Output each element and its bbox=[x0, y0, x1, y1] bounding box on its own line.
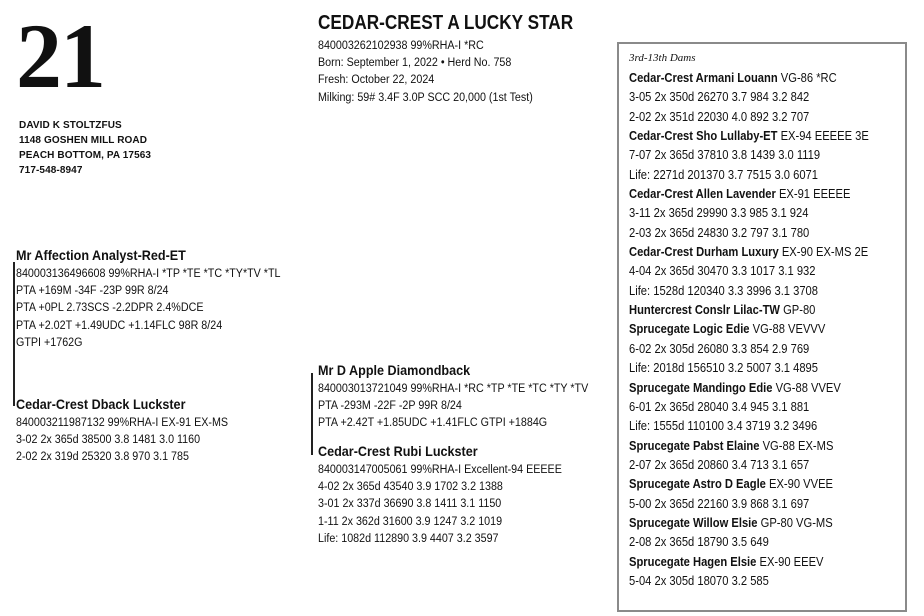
dams-list bbox=[629, 68, 908, 590]
pedigree-line-mgs-granddam bbox=[311, 373, 313, 455]
dam-entry-name bbox=[629, 378, 869, 397]
dam-entry-score: VG-88 EX-MS bbox=[759, 437, 834, 453]
dam-entry-score: VG-86 *RC bbox=[777, 70, 837, 85]
dam-entry-title: Sprucegate Hagen Elsie bbox=[629, 553, 757, 569]
dam-line: 2-02 2x 319d 25320 3.8 970 3.1 785 bbox=[16, 449, 189, 464]
dam-entry-record: Life: 1555d 110100 3.4 3719 3.2 3496 bbox=[629, 418, 818, 434]
dam-entry-name bbox=[629, 552, 869, 571]
animal-milking: Milking: 59# 3.4F 3.0P SCC 20,000 (1st Test) bbox=[318, 89, 533, 104]
sire-line: 840003136496608 99%RHA-I *TP *TE *TC *TY*TV *TL bbox=[16, 266, 281, 280]
owner-address-line-1: 1148 GOSHEN MILL ROAD bbox=[19, 135, 148, 146]
granddam-name: Cedar-Crest Rubi Luckster bbox=[318, 443, 478, 459]
dam-entry-record: 7-07 2x 365d 37810 3.8 1439 3.0 1119 bbox=[629, 147, 821, 163]
dams-heading: 3rd-13th Dams bbox=[629, 52, 696, 64]
dam-entry-score: GP-80 VG-MS bbox=[757, 514, 833, 530]
dam-entry-record: 6-02 2x 305d 26080 3.3 854 2.9 769 bbox=[629, 340, 810, 356]
dam-entry-score: EX-90 VVEE bbox=[765, 476, 834, 492]
sire-name: Mr Affection Analyst-Red-ET bbox=[16, 247, 186, 263]
dam-entry-title: Sprucegate Logic Edie bbox=[629, 321, 750, 337]
dam-entry-score: VG-88 VEVVV bbox=[749, 321, 826, 337]
dam-entry-record: 5-04 2x 305d 18070 3.2 585 bbox=[629, 572, 769, 588]
dam-entry-name bbox=[629, 436, 869, 455]
sire-line: PTA +0PL 2.73SCS -2.2DPR 2.4%DCE bbox=[16, 300, 204, 315]
mgs-line: 840003013721049 99%RHA-I *RC *TP *TE *TC *TY *TV bbox=[318, 381, 589, 395]
owner-address-line-2: PEACH BOTTOM, PA 17563 bbox=[19, 150, 152, 161]
dam-entry-name bbox=[629, 474, 869, 493]
dam-entry-name bbox=[629, 184, 869, 203]
dam-entry-score: EX-91 EEEEE bbox=[775, 186, 851, 202]
dam-entry-record: 2-08 2x 365d 18790 3.5 649 bbox=[629, 534, 769, 550]
lot-number: 21 bbox=[16, 5, 104, 107]
animal-fresh: Fresh: October 22, 2024 bbox=[318, 72, 435, 87]
granddam-line: 840003147005061 99%RHA-I Excellent-94 EEEEE bbox=[318, 462, 562, 476]
granddam-line: 1-11 2x 362d 31600 3.9 1247 3.2 1019 bbox=[318, 513, 503, 528]
dam-entry-record: 2-02 2x 351d 22030 4.0 892 3.2 707 bbox=[629, 108, 810, 124]
mgs-block bbox=[318, 361, 625, 432]
dam-entry-title: Cedar-Crest Durham Luxury bbox=[629, 244, 779, 260]
dam-entry-title: Sprucegate Pabst Elaine bbox=[629, 437, 760, 453]
dam-entry-record: 5-00 2x 365d 22160 3.9 868 3.1 697 bbox=[629, 495, 810, 511]
dam-entry-title: Sprucegate Astro D Eagle bbox=[629, 476, 766, 492]
dam-entry-record: Life: 1528d 120340 3.3 3996 3.1 3708 bbox=[629, 282, 818, 298]
sire-line: PTA +2.02T +1.49UDC +1.14FLC 98R 8/24 bbox=[16, 317, 223, 332]
dam-entry-score: EX-90 EX-MS 2E bbox=[778, 244, 869, 260]
mgs-line: PTA +2.42T +1.85UDC +1.41FLC GTPI +1884G bbox=[318, 415, 548, 430]
dam-entry-name bbox=[629, 300, 869, 319]
dam-entry-title: Sprucegate Willow Elsie bbox=[629, 514, 758, 530]
dam-entry-record: 2-03 2x 365d 24830 3.2 797 3.1 780 bbox=[629, 224, 810, 240]
owner-phone: 717-548-8947 bbox=[19, 165, 83, 176]
dam-entry-name bbox=[629, 126, 869, 145]
dam-entry-title: Sprucegate Mandingo Edie bbox=[629, 379, 773, 395]
dam-entry-title: Cedar-Crest Sho Lullaby-ET bbox=[629, 128, 778, 144]
mgs-line: PTA -293M -22F -2P 99R 8/24 bbox=[318, 398, 462, 413]
granddam-line: 3-01 2x 337d 36690 3.8 1411 3.1 1150 bbox=[318, 496, 502, 511]
dam-entry-record: Life: 2271d 201370 3.7 7515 3.0 6071 bbox=[629, 166, 818, 182]
dam-entry-title: Huntercrest Conslr Lilac-TW bbox=[629, 302, 780, 318]
sire-line: GTPI +1762G bbox=[16, 334, 83, 349]
dam-line: 3-02 2x 365d 38500 3.8 1481 3.0 1160 bbox=[16, 432, 201, 447]
dam-entry-name bbox=[629, 68, 869, 87]
dam-entry-record: 2-07 2x 365d 20860 3.4 713 3.1 657 bbox=[629, 456, 810, 472]
dam-entry-record: 6-01 2x 365d 28040 3.4 945 3.1 881 bbox=[629, 398, 810, 414]
owner-name: DAVID K STOLTZFUS bbox=[19, 120, 122, 131]
dam-line: 840003211987132 99%RHA-I EX-91 EX-MS bbox=[16, 415, 229, 429]
dam-entry-record: 3-11 2x 365d 29990 3.3 985 3.1 924 bbox=[629, 205, 809, 221]
dam-entry-record: Life: 2018d 156510 3.2 5007 3.1 4895 bbox=[629, 360, 818, 376]
sire-line: PTA +169M -34F -23P 99R 8/24 bbox=[16, 283, 169, 298]
dam-entry-title: Cedar-Crest Allen Lavender bbox=[629, 186, 776, 202]
animal-born: Born: September 1, 2022 • Herd No. 758 bbox=[318, 55, 512, 70]
dam-name: Cedar-Crest Dback Luckster bbox=[16, 396, 186, 412]
granddam-line: 4-02 2x 365d 43540 3.9 1702 3.2 1388 bbox=[318, 479, 503, 494]
granddam-block bbox=[318, 442, 595, 547]
dam-entry-score: EX-94 EEEEE 3E bbox=[777, 128, 869, 144]
animal-id-line: 840003262102938 99%RHA-I *RC bbox=[318, 38, 484, 52]
dam-entry-score: VG-88 VVEV bbox=[772, 379, 841, 395]
dam-entry-title: Cedar-Crest Armani Louann bbox=[629, 70, 778, 85]
dam-entry-name bbox=[629, 513, 869, 532]
dam-entry-name bbox=[629, 319, 869, 338]
owner-block bbox=[19, 118, 151, 178]
pedigree-line-sire-dam bbox=[13, 262, 15, 406]
dam-entry-score: GP-80 bbox=[779, 302, 816, 318]
dam-entry-record: 3-05 2x 350d 26270 3.7 984 3.2 842 bbox=[629, 89, 810, 105]
dam-entry-record: 4-04 2x 365d 30470 3.3 1017 3.1 932 bbox=[629, 263, 816, 279]
animal-name: CEDAR-CREST A LUCKY STAR bbox=[318, 12, 574, 34]
animal-details bbox=[318, 37, 562, 106]
sire-block bbox=[16, 246, 317, 351]
dam-entry-score: EX-90 EEEV bbox=[756, 553, 824, 569]
dam-entry-name bbox=[629, 242, 869, 261]
granddam-line: Life: 1082d 112890 3.9 4407 3.2 3597 bbox=[318, 530, 499, 545]
mgs-name: Mr D Apple Diamondback bbox=[318, 362, 471, 378]
dam-block bbox=[16, 395, 257, 466]
